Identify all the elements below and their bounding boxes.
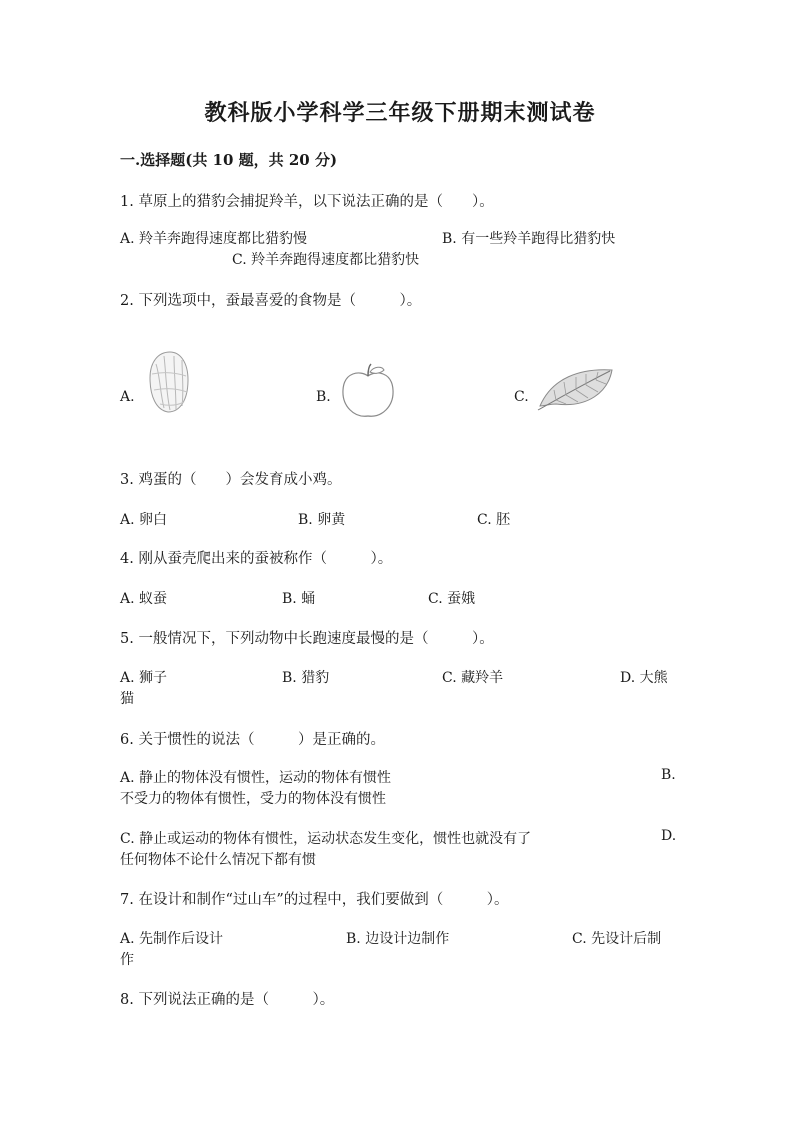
question-1-option-b[interactable]: B. 有一些羚羊跑得比猎豹快: [442, 231, 616, 247]
question-3-option-b[interactable]: B. 卵黄: [298, 512, 346, 528]
question-7-option-b[interactable]: B. 边设计边制作: [346, 931, 450, 947]
question-6-option-c[interactable]: C. 静止或运动的物体有惯性，运动状态发生变化，惯性也就没有了: [120, 831, 532, 847]
question-7-option-c[interactable]: C. 先设计后制: [572, 931, 662, 947]
apple-icon: [338, 362, 398, 420]
question-3-option-c[interactable]: C. 胚: [477, 512, 511, 528]
question-5-option-a[interactable]: A. 狮子: [120, 670, 168, 686]
question-4-option-b[interactable]: B. 蛹: [282, 591, 316, 607]
question-2-stem: 2. 下列选项中，蚕最喜爱的食物是（ ）。: [120, 293, 422, 309]
question-8-stem: 8. 下列说法正确的是（ ）。: [120, 992, 335, 1008]
section-heading: 一.选择题(共 10 题，共 20 分): [120, 151, 338, 169]
question-5-option-d[interactable]: D. 大熊: [620, 670, 668, 686]
question-7-stem: 7. 在设计和制作“过山车”的过程中，我们要做到（ ）。: [120, 892, 509, 908]
question-5-stem: 5. 一般情况下，下列动物中长跑速度最慢的是（ ）。: [120, 631, 494, 647]
question-2-option-b[interactable]: B.: [316, 389, 331, 405]
question-4-stem: 4. 刚从蚕壳爬出来的蚕被称作（ ）。: [120, 551, 393, 567]
question-5-option-c[interactable]: C. 藏羚羊: [442, 670, 504, 686]
question-7-option-a[interactable]: A. 先制作后设计: [120, 931, 224, 947]
question-1-option-c[interactable]: C. 羚羊奔跑得速度都比猎豹快: [232, 252, 420, 268]
question-4-option-c[interactable]: C. 蚕娥: [428, 591, 476, 607]
question-1-option-a[interactable]: A. 羚羊奔跑得速度都比猎豹慢: [120, 231, 308, 247]
question-2-option-a[interactable]: A.: [120, 389, 135, 405]
cabbage-icon: [144, 348, 196, 416]
question-6-option-d[interactable]: D.: [661, 828, 677, 844]
question-6-stem: 6. 关于惯性的说法（ ）是正确的。: [120, 732, 385, 748]
question-6-option-b-text: 不受力的物体有惯性，受力的物体没有惯性: [120, 791, 386, 807]
question-4-option-a[interactable]: A. 蚁蚕: [120, 591, 168, 607]
question-3-stem: 3. 鸡蛋的（ ）会发育成小鸡。: [120, 472, 342, 488]
question-6-option-a[interactable]: A. 静止的物体没有惯性，运动的物体有惯性: [120, 770, 392, 786]
question-6-option-b[interactable]: B.: [661, 767, 676, 783]
question-5-option-d-wrap: 猫: [120, 691, 134, 707]
leaf-icon: [536, 366, 616, 412]
question-1-stem: 1. 草原上的猎豹会捕捉羚羊，以下说法正确的是（ ）。: [120, 194, 494, 210]
page-title: 教科版小学科学三年级下册期末测试卷: [204, 100, 596, 126]
question-5-option-b[interactable]: B. 猎豹: [282, 670, 330, 686]
question-7-option-c-wrap: 作: [120, 952, 134, 968]
question-6-option-d-text: 任何物体不论什么情况下都有惯: [120, 852, 316, 868]
question-3-option-a[interactable]: A. 卵白: [120, 512, 168, 528]
question-2-option-c[interactable]: C.: [514, 389, 529, 405]
